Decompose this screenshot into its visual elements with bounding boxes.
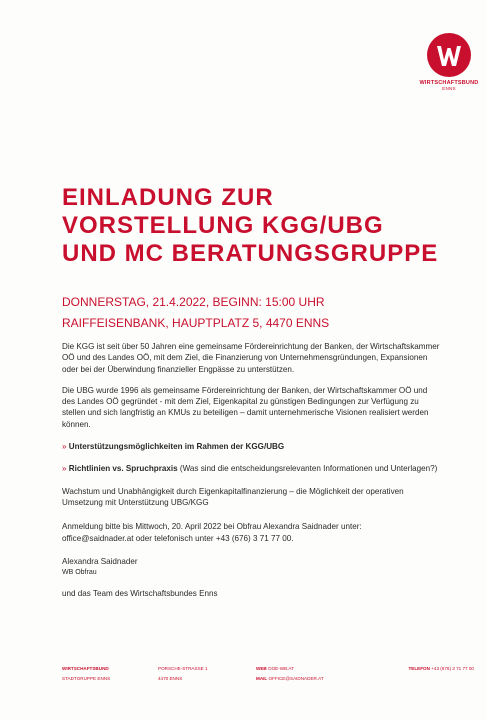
bullet-marker: » [62,442,67,452]
event-location: RAIFFEISENBANK, HAUPTPLATZ 5, 4470 ENNS [62,316,330,330]
footer-web-link[interactable]: OOE-WB.AT [268,666,294,671]
event-datetime: DONNERSTAG, 21.4.2022, BEGINN: 15:00 UHR [62,295,325,309]
paragraph-growth: Wachstum und Unabhängigkeit durch Eigenkapitalfinanzierung – die Möglichkeit der operativen Umsetzung mit Unterstützung UBG/KGG [62,486,404,507]
footer-web-label: WEB [256,666,267,671]
footer-phone [408,664,474,674]
wirtschaftsbund-logo [417,32,481,91]
footer-address [158,664,208,684]
wirtschaftsbund-logo-icon [426,32,472,78]
paragraph-kgg: Die KGG ist seit über 50 Jahren eine gemeinsame Fördereinrichtung der Banken, der Wirtschaftskammer OÖ und des Landes OÖ, mit dem Ziel, die Finanzierung von Unternehmensgründungen, Expansionen oder bei der Überwindung finanzieller Engpässe zu unterstützen. [62,342,440,374]
bullet-item-1 [62,441,440,452]
bullet-item-2 [62,463,440,474]
footer-city: 4470 ENNS [158,676,183,681]
letter-body [62,341,440,599]
footer-contact [256,664,324,684]
footer-phone-label: TELEFON [408,666,430,671]
footer-street: PORSCHE-STRASSE 1 [158,666,208,671]
paragraph-ubg: Die UBG wurde 1996 als gemeinsame Fördereinrichtung der Banken, der Wirtschaftskammer OÖ und des Landes OÖ gegründet - mit dem Ziel, Eigenkapital zu günstigen Bedingungen zur Verfügung zu stellen und sich langfristig an KMUs zu beteiligen – damit unternehmerische Visionen realisiert werden können. [62,385,429,429]
signature-role: WB Obfrau [62,569,97,577]
signature-name: Alexandra Saidnader [62,556,138,566]
footer-mail-link[interactable]: OFFICE@SAIDNADER.AT [268,676,324,681]
registration-line-1: Anmeldung bitte bis Mittwoch, 20. April 2022 bei Obfrau Alexandra Saidnader unter: [62,522,362,532]
paragraph-registration [62,521,440,544]
footer-org-sub: STADTGRUPPE ENNS [62,676,111,681]
title-line-2: VORSTELLUNG KGG/UBG [62,212,384,239]
page-title [62,184,438,268]
title-line-1: EINLADUNG ZUR [62,184,274,211]
bullet-item-2-text: (Was sind die entscheidungsrelevanten Informationen und Unterlagen?) [177,464,438,474]
event-info [62,292,329,334]
bullet-item-2-bold: Richtlinien vs. Spruchpraxis [68,464,178,474]
closing-line: und das Team des Wirtschaftsbundes Enns [62,589,218,599]
bullet-item-1-text: Unterstützungsmöglichkeiten im Rahmen der KGG/UBG [68,442,285,452]
logo-name: WIRTSCHAFTSBUND [419,80,479,86]
bullet-marker: » [62,464,67,474]
footer-mail-label: MAIL [256,676,268,681]
footer-org-name: WIRTSCHAFTSBUND [62,666,109,671]
logo-sub: ENNS [442,86,456,91]
registration-line-2: office@saidnader.at oder telefonisch unter +43 (676) 3 71 77 00. [62,533,294,543]
footer-org [62,664,110,684]
footer-phone-number: +43 (676) 3 71 77 00 [431,666,474,671]
title-line-3: UND MC BERATUNGSGRUPPE [62,240,439,267]
